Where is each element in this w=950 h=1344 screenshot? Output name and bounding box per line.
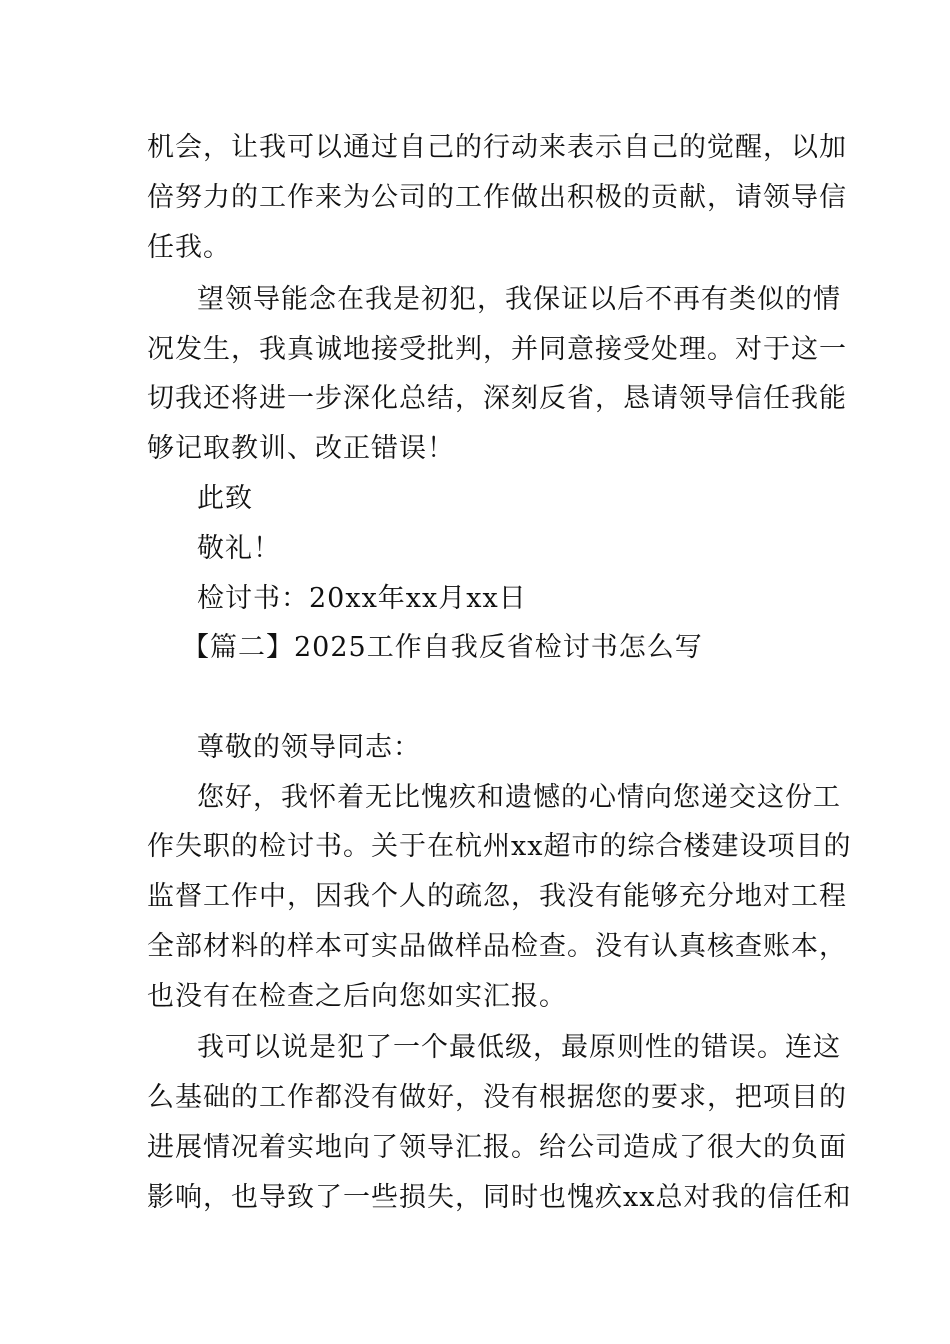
paragraph-line: 作失职的检讨书。关于在杭州xx超市的综合楼建设项目的 [147,831,852,862]
paragraph-line: 切我还将进一步深化总结，深刻反省，恳请领导信任我能 [147,383,847,414]
paragraph-line: 我可以说是犯了一个最低级，最原则性的错误。连这 [197,1032,841,1063]
paragraph-line: 全部材料的样本可实品做样品检查。没有认真核查账本， [147,931,847,962]
date-line: 检讨书：20xx年xx月xx日 [197,583,527,614]
paragraph-line: 况发生，我真诚地接受批判，并同意接受处理。对于这一 [147,334,847,365]
closing-salutation: 此致 [197,483,253,514]
paragraph-line: 监督工作中，因我个人的疏忽，我没有能够充分地对工程 [147,881,847,912]
paragraph-line: 您好，我怀着无比愧疚和遗憾的心情向您递交这份工 [197,782,841,813]
paragraph-line: 进展情况着实地向了领导汇报。给公司造成了很大的负面 [147,1132,847,1163]
greeting: 尊敬的领导同志： [197,732,421,763]
paragraph-line: 够记取教训、改正错误！ [147,433,455,464]
paragraph-line: 也没有在检查之后向您如实汇报。 [147,981,567,1012]
paragraph-line: 么基础的工作都没有做好，没有根据您的要求，把项目的 [147,1082,847,1113]
paragraph-line: 望领导能念在我是初犯，我保证以后不再有类似的情 [197,284,841,315]
paragraph-line: 影响，也导致了一些损失，同时也愧疚xx总对我的信任和 [147,1182,852,1213]
paragraph-line: 任我。 [147,232,231,263]
paragraph-line: 倍努力的工作来为公司的工作做出积极的贡献，请领导信 [147,182,847,213]
section-heading: 【篇二】2025工作自我反省检讨书怎么写 [182,632,703,663]
closing-regards: 敬礼！ [197,533,281,564]
paragraph-line: 机会，让我可以通过自己的行动来表示自己的觉醒，以加 [147,132,847,163]
